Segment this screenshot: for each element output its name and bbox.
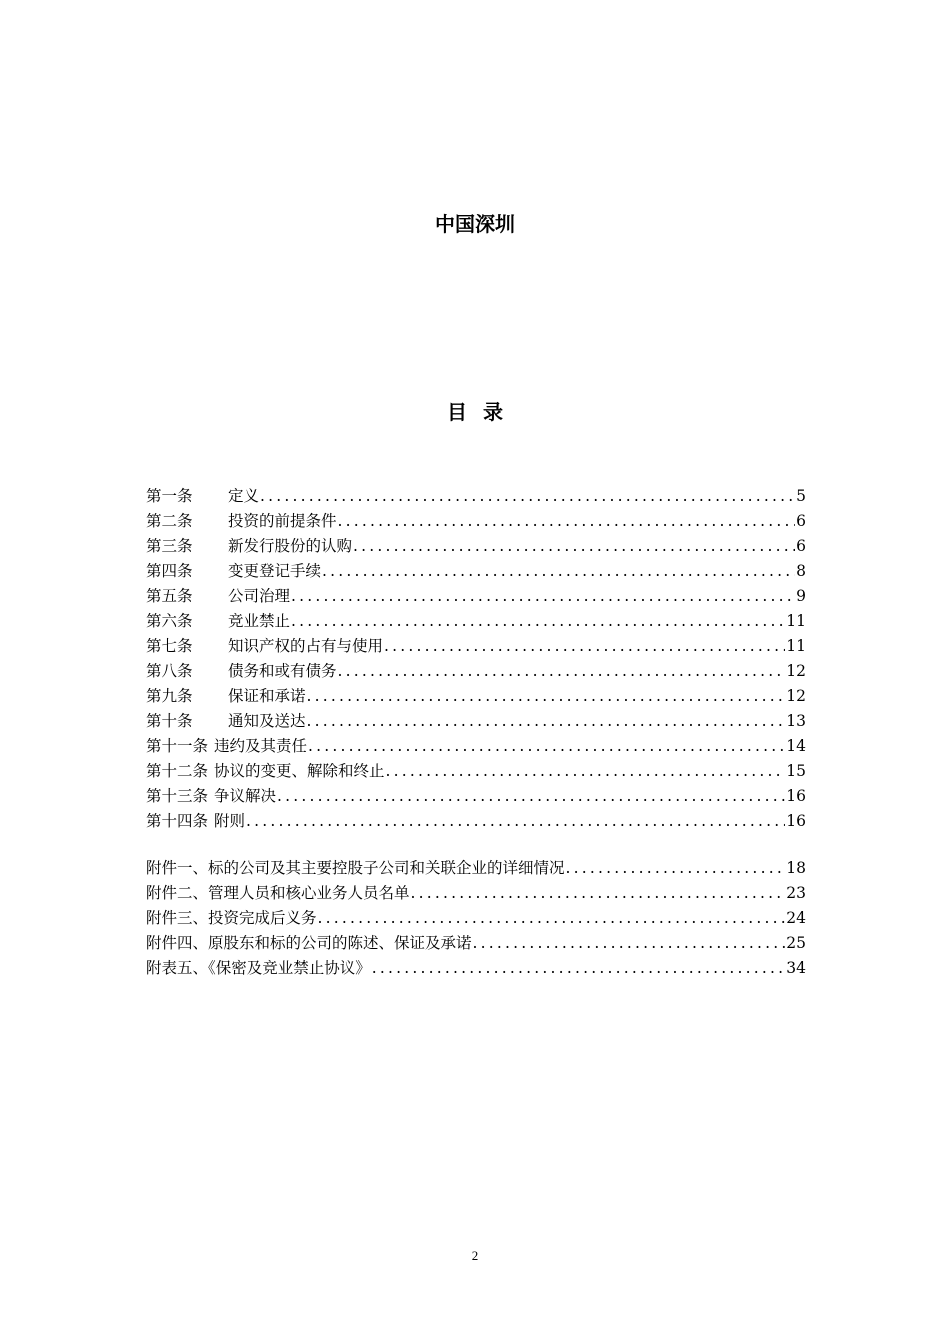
toc-leader-dots [411, 881, 786, 906]
toc-entry-label: 知识产权的占有与使用 [228, 637, 384, 655]
toc-entry-label: 定义 [228, 487, 260, 505]
toc-entry-page: 16 [786, 812, 806, 830]
toc-annex-entry[interactable] [146, 906, 806, 931]
toc-entry-number: 第七条 [146, 637, 193, 655]
document-location: 中国深圳 [435, 212, 515, 236]
toc-entry-number: 第三条 [146, 537, 193, 555]
toc-articles-list [146, 484, 806, 834]
toc-leader-dots [372, 956, 786, 981]
toc-entry-label: 公司治理 [228, 587, 291, 605]
toc-leader-dots [277, 784, 785, 809]
toc-entry-number: 第六条 [146, 612, 193, 630]
toc-leader-dots [291, 584, 795, 609]
toc-annex-page: 25 [786, 934, 806, 952]
toc-leader-dots [307, 709, 786, 734]
toc-entry-label: 违约及其责任 [214, 737, 308, 755]
toc-entry-number: 第二条 [146, 512, 193, 530]
toc-entry[interactable] [146, 684, 806, 709]
toc-entry-page: 5 [796, 487, 806, 505]
toc-annex-page: 23 [786, 884, 806, 902]
toc-entry-label: 投资的前提条件 [228, 512, 337, 530]
toc-entry-page: 12 [786, 687, 806, 705]
toc-entry-label: 保证和承诺 [228, 687, 306, 705]
toc-entry[interactable] [146, 634, 806, 659]
toc-entry-number: 第十一条 [146, 737, 209, 755]
toc-entry-page: 15 [786, 762, 806, 780]
toc-leader-dots [308, 734, 785, 759]
toc-title: 目录 [447, 400, 519, 424]
toc-entry[interactable] [146, 734, 806, 759]
toc-entry-page: 9 [796, 587, 806, 605]
toc-entry-page: 11 [786, 637, 806, 655]
toc-annex-label: 附件三、投资完成后义务 [146, 909, 317, 927]
toc-leader-dots [291, 609, 785, 634]
toc-leader-dots [353, 534, 795, 559]
toc-entry[interactable] [146, 709, 806, 734]
toc-entry-page: 8 [796, 562, 806, 580]
toc-annex-entry[interactable] [146, 956, 806, 981]
toc-entry-number: 第四条 [146, 562, 193, 580]
toc-entry-number: 第十四条 [146, 812, 209, 830]
toc-leader-dots [322, 559, 795, 584]
toc-leader-dots [473, 931, 786, 956]
toc-entry-number: 第八条 [146, 662, 193, 680]
toc-annex-entry[interactable] [146, 881, 806, 906]
toc-entry-page: 6 [796, 512, 806, 530]
toc-annex-label: 附表五、《保密及竞业禁止协议》 [146, 959, 371, 977]
toc-entry-number: 第十三条 [146, 787, 209, 805]
toc-entry-page: 16 [786, 787, 806, 805]
toc-entry[interactable] [146, 809, 806, 834]
toc-entry-number: 第五条 [146, 587, 193, 605]
toc-annex-page: 24 [786, 909, 806, 927]
toc-entry[interactable] [146, 484, 806, 509]
toc-annex-entry[interactable] [146, 856, 806, 881]
toc-entry[interactable] [146, 659, 806, 684]
toc-entry[interactable] [146, 584, 806, 609]
toc-entry-page: 12 [786, 662, 806, 680]
toc-entry-label: 新发行股份的认购 [228, 537, 353, 555]
toc-entry[interactable] [146, 784, 806, 809]
toc-annex-page: 18 [786, 859, 806, 877]
toc-annex-entry[interactable] [146, 931, 806, 956]
toc-entry[interactable] [146, 509, 806, 534]
toc-entry-page: 14 [786, 737, 806, 755]
toc-entry-label: 竞业禁止 [228, 612, 291, 630]
toc-entry[interactable] [146, 559, 806, 584]
toc-entry-label: 债务和或有债务 [228, 662, 337, 680]
toc-entry-number: 第一条 [146, 487, 193, 505]
toc-leader-dots [338, 509, 796, 534]
toc-entry[interactable] [146, 759, 806, 784]
toc-leader-dots [338, 659, 786, 684]
toc-leader-dots [384, 634, 785, 659]
toc-entry-page: 6 [796, 537, 806, 555]
toc-entry-number: 第十二条 [146, 762, 209, 780]
toc-annexes-list [146, 856, 806, 981]
toc-leader-dots [386, 759, 786, 784]
toc-annex-label: 附件二、管理人员和核心业务人员名单 [146, 884, 410, 902]
toc-entry-label: 争议解决 [214, 787, 277, 805]
toc-entry[interactable] [146, 609, 806, 634]
toc-entry-label: 变更登记手续 [228, 562, 322, 580]
toc-entry-label: 附则 [214, 812, 246, 830]
toc-leader-dots [246, 809, 785, 834]
toc-leader-dots [307, 684, 786, 709]
toc-leader-dots [318, 906, 786, 931]
toc-leader-dots [260, 484, 795, 509]
toc-entry-number: 第十条 [146, 712, 193, 730]
toc-annex-label: 附件一、标的公司及其主要控股子公司和关联企业的详细情况 [146, 859, 565, 877]
toc-entry-page: 11 [786, 612, 806, 630]
toc-entry-page: 13 [786, 712, 806, 730]
toc-annex-label: 附件四、原股东和标的公司的陈述、保证及承诺 [146, 934, 472, 952]
toc-annex-page: 34 [786, 959, 806, 977]
page-number: 2 [471, 1248, 479, 1263]
toc-entry-number: 第九条 [146, 687, 193, 705]
toc-leader-dots [566, 856, 786, 881]
toc-entry[interactable] [146, 534, 806, 559]
toc-entry-label: 协议的变更、解除和终止 [214, 762, 385, 780]
toc-entry-label: 通知及送达 [228, 712, 306, 730]
